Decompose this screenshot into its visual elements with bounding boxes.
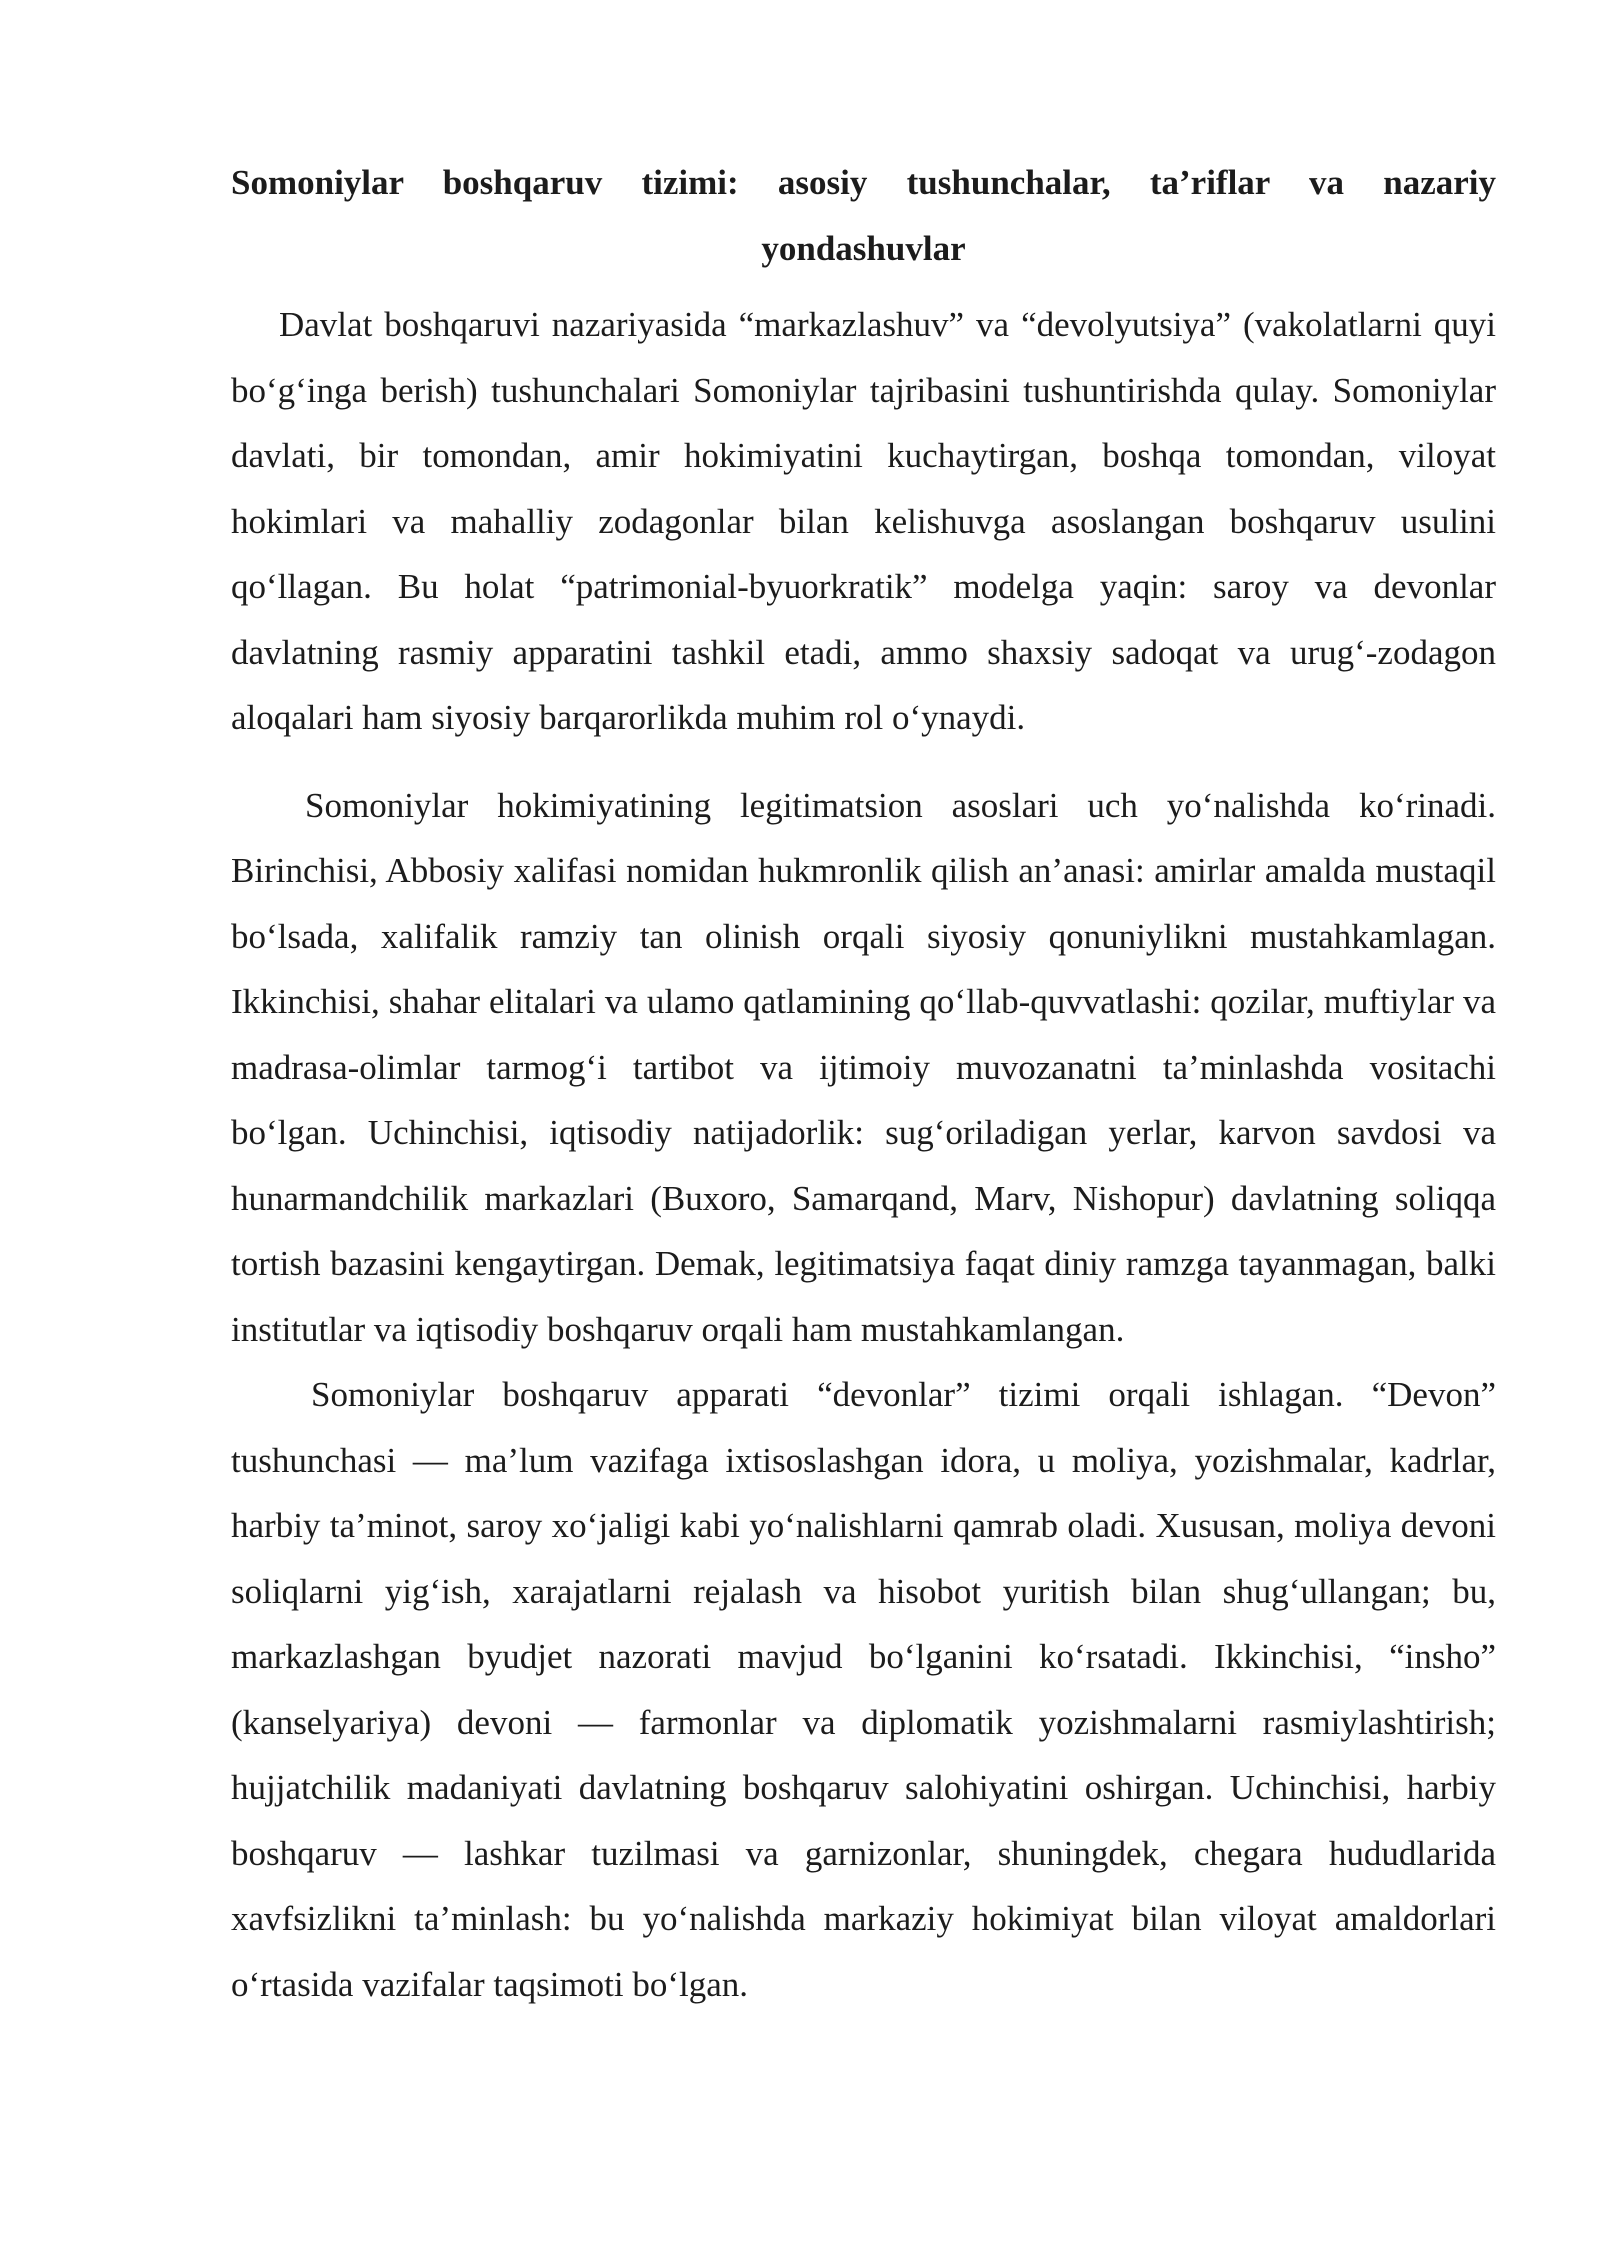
document-page <box>231 150 1496 2017</box>
title-line-2: yondashuvlar <box>761 229 966 268</box>
paragraph-1: Davlat boshqaruvi nazariyasida “markazlashuv” va “devolyutsiya” (vakolatlarni quyi bo‘g‘inga berish) tushunchalari Somoniylar tajribasini tushuntirishda qulay. Somoniylar davlati, bir tomondan, amir hokimiyatini kuchaytirgan, boshqa tomondan, viloyat hokimlari va mahalliy zodagonlar bilan kelishuvga asoslangan boshqaruv usulini qo‘llagan. Bu holat “patrimonial-byuorkratik” modelga yaqin: saroy va devonlar davlatning rasmiy apparatini tashkil etadi, ammo shaxsiy sadoqat va urug‘-zodagon aloqalari ham siyosiy barqarorlikda muhim rol o‘ynaydi. <box>231 305 1496 737</box>
title-line-1: Somoniylar boshqaruv tizimi: asosiy tushunchalar, ta’riflar va nazariy <box>231 163 1496 202</box>
paragraph-2: Somoniylar hokimiyatining legitimatsion asoslari uch yo‘nalishda ko‘rinadi. Birinchisi, Abbosiy xalifasi nomidan hukmronlik qilish an’anasi: amirlar amalda mustaqil bo‘lsada, xalifalik ramziy tan olinish orqali siyosiy qonuniylikni mustahkamlagan. Ikkinchisi, shahar elitalari va ulamo qatlamining qo‘llab-quvvatlashi: qozilar, muftiylar va madrasa-olimlar tarmog‘i tartibot va ijtimoiy muvozanatni ta’minlashda vositachi bo‘lgan. Uchinchisi, iqtisodiy natijadorlik: sug‘oriladigan yerlar, karvon savdosi va hunarmandchilik markazlari (Buxoro, Samarqand, Marv, Nishopur) davlatning soliqqa tortish bazasini kengaytirgan. Demak, legitimatsiya faqat diniy ramzga tayanmagan, balki institutlar va iqtisodiy boshqaruv orqali ham mustahkamlangan. <box>231 785 1496 1349</box>
document-title <box>231 150 1496 282</box>
paragraph-3: Somoniylar boshqaruv apparati “devonlar” tizimi orqali ishlagan. “Devon” tushunchasi — ma’lum vazifaga ixtisoslashgan idora, u moliya, yozishmalar, kadrlar, harbiy ta’minot, saroy xo‘jaligi kabi yo‘nalishlarni qamrab oladi. Xususan, moliya devoni soliqlarni yig‘ish, xarajatlarni rejalash va hisobot yuritish bilan shug‘ullangan; bu, markazlashgan byudjet nazorati mavjud bo‘lganini ko‘rsatadi. Ikkinchisi, “insho” (kanselyariya) devoni — farmonlar va diplomatik yozishmalarni rasmiylashtirish; hujjatchilik madaniyati davlatning boshqaruv salohiyatini oshirgan. Uchinchisi, harbiy boshqaruv — lashkar tuzilmasi va garnizonlar, shuningdek, chegara hududlarida xavfsizlikni ta’minlash: bu yo‘nalishda markaziy hokimiyat bilan viloyat amaldorlari o‘rtasida vazifalar taqsimoti bo‘lgan. <box>231 1375 1496 2004</box>
